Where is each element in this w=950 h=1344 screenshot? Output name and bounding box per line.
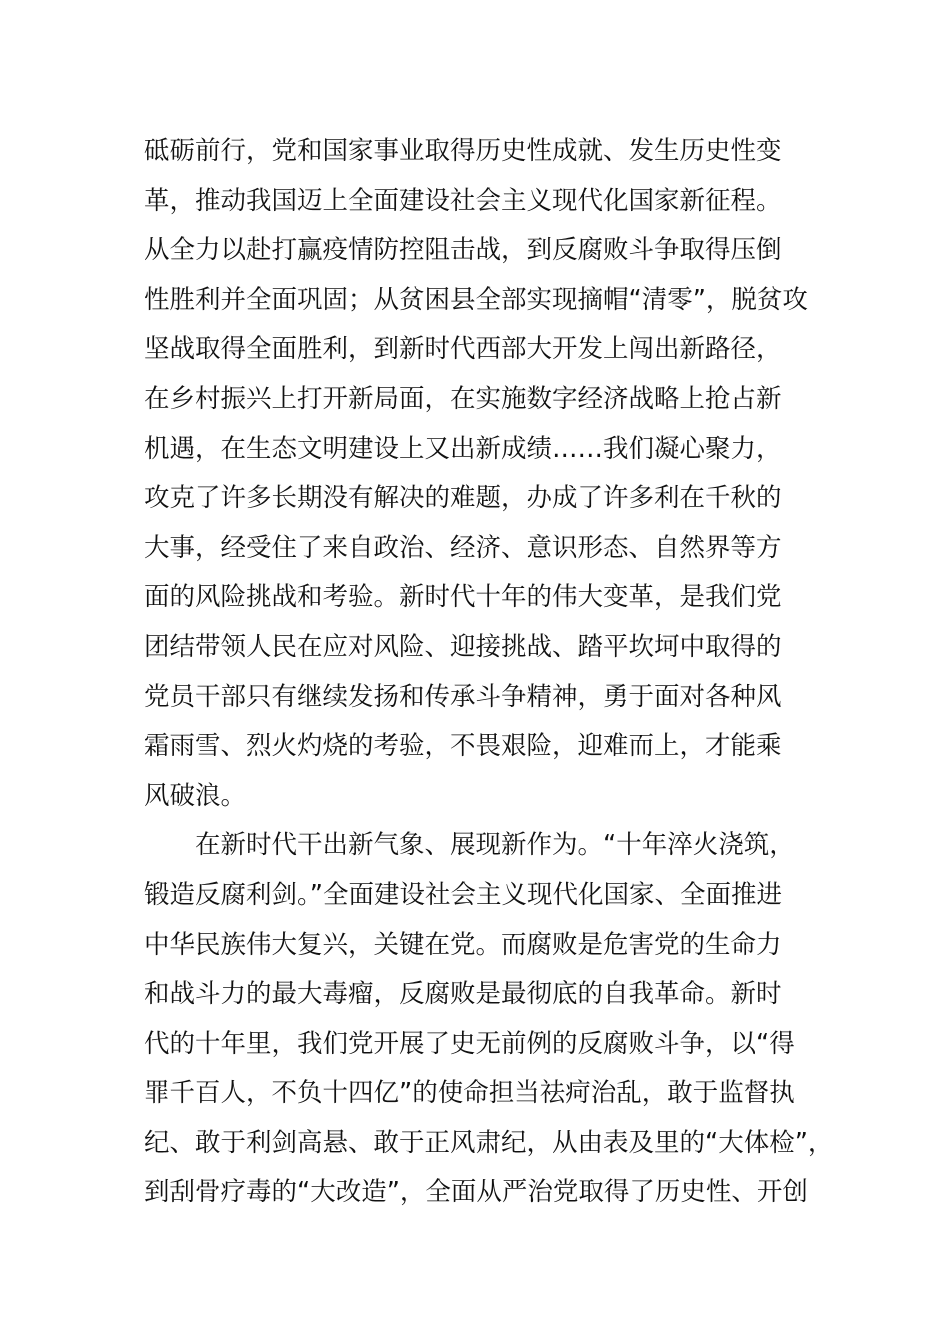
paragraph-line: 锻造反腐利剑。”全面建设社会主义现代化国家、全面推进	[144, 879, 782, 910]
paragraph-line: 团结带领人民在应对风险、迎接挑战、踏平坎坷中取得的	[144, 631, 782, 662]
paragraph-line: 革，推动我国迈上全面建设社会主义现代化国家新征程。	[144, 185, 782, 216]
document-body	[144, 127, 834, 1218]
paragraph-line: 代的十年里，我们党开展了史无前例的反腐败斗争，以“得	[144, 1028, 795, 1059]
paragraph-1	[144, 127, 824, 821]
paragraph-line: 在新时代干出新气象、展现新作为。“十年淬火浇筑，	[195, 830, 795, 861]
paragraph-line: 风破浪。	[144, 780, 247, 811]
paragraph-line: 面的风险挑战和考验。新时代十年的伟大变革，是我们党	[144, 582, 782, 613]
paragraph-line: 和战斗力的最大毒瘤，反腐败是最彻底的自我革命。新时	[144, 979, 782, 1010]
paragraph-line: 在乡村振兴上打开新局面，在实施数字经济战略上抢占新	[144, 383, 782, 414]
paragraph-line: 中华民族伟大复兴，关键在党。而腐败是危害党的生命力	[144, 929, 782, 960]
paragraph-line: 党员干部只有继续发扬和传承斗争精神，勇于面对各种风	[144, 681, 782, 712]
paragraph-line: 攻克了许多长期没有解决的难题，办成了许多利在千秋的	[144, 483, 782, 514]
paragraph-line: 砥砺前行，党和国家事业取得历史性成就、发生历史性变	[144, 136, 782, 166]
paragraph-line: 坚战取得全面胜利，到新时代西部大开发上闯出新路径，	[144, 334, 782, 365]
paragraph-line: 霜雨雪、烈火灼烧的考验，不畏艰险，迎难而上，才能乘	[144, 731, 782, 762]
paragraph-line: 大事，经受住了来自政治、经济、意识形态、自然界等方	[144, 532, 782, 563]
paragraph-line: 性胜利并全面巩固；从贫困县全部实现摘帽“清零”，脱贫攻	[144, 284, 808, 315]
paragraph-line: 到刮骨疗毒的“大改造”，全面从严治党取得了历史性、开创	[144, 1177, 808, 1208]
paragraph-line: 纪、敢于利剑高悬、敢于正风肃纪，从由表及里的“大体检”，	[144, 1127, 834, 1158]
paragraph-line: 机遇，在生态文明建设上又出新成绩……我们凝心聚力，	[144, 433, 782, 464]
paragraph-line: 从全力以赴打赢疫情防控阻击战，到反腐败斗争取得压倒	[144, 235, 782, 266]
paragraph-2	[144, 821, 834, 1218]
paragraph-line: 罪千百人，不负十四亿”的使命担当祛疴治乱，敢于监督执	[144, 1078, 795, 1109]
